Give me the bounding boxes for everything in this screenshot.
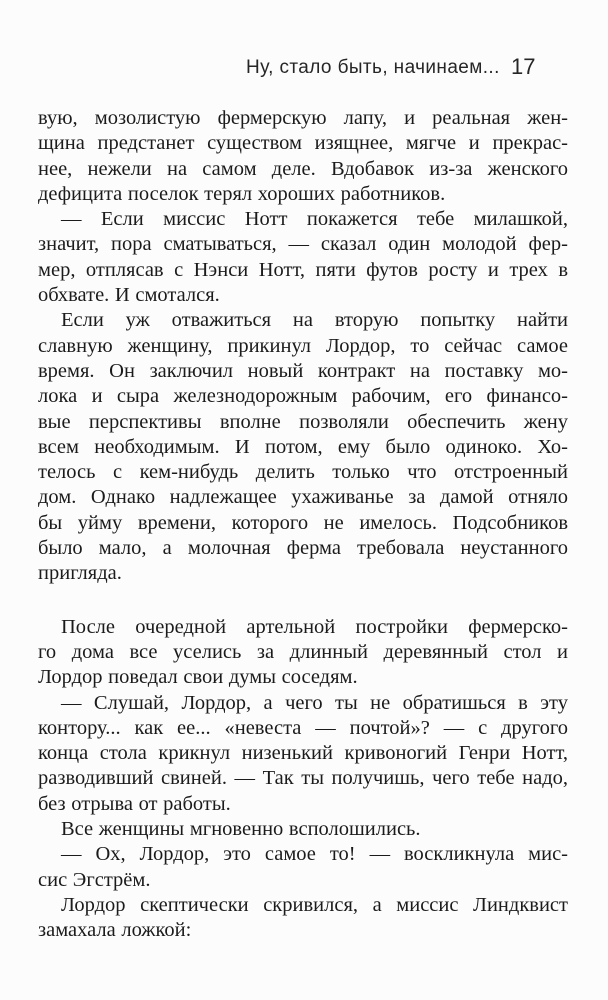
body-text: [38, 106, 568, 944]
text-line: значит, пора сматываться, — сказал один молодой фер-: [38, 233, 568, 256]
text-line: обхвате. И смотался.: [38, 284, 220, 307]
text-line: щина предстанет существом изящнее, мягче и прекрас-: [38, 132, 568, 155]
text-line: — Слушай, Лордор, а чего ты не обратишься в эту: [61, 691, 568, 714]
text-line: славную женщину, прикинул Лордор, то сейчас самое: [38, 334, 568, 357]
text-line: Лордор скептически скривился, а миссис Линдквист: [61, 893, 568, 916]
text-line: разводивший свиней. — Так ты получишь, чего тебе надо,: [38, 767, 568, 790]
text-line: — Если миссис Нотт покажется тебе милашкой,: [61, 208, 568, 231]
text-line: конца стола крикнул низенький кривоногий Генри Нотт,: [38, 742, 568, 765]
page-number: 17: [511, 54, 536, 79]
text-line: без отрыва от работы.: [38, 792, 231, 815]
text-line: лока и сыра железнодорожным рабочим, его финансо-: [38, 385, 568, 408]
text-line: сис Эгстрём.: [38, 868, 151, 891]
text-line: мер, отплясав с Нэнси Нотт, пяти футов росту и трех в: [38, 258, 568, 281]
text-line: было мало, а молочная ферма требовала неустанного: [38, 537, 568, 560]
text-line: контору... как ее... «невеста — почтой»? — с другого: [38, 716, 568, 739]
text-line: бы уйму времени, которого не имелось. Подсобников: [38, 511, 568, 534]
text-line: После очередной артельной постройки фермерско-: [61, 615, 568, 638]
text-line: время. Он заключил новый контракт на поставку мо-: [38, 359, 568, 382]
text-line: всем необходимым. И потом, ему было одиноко. Хо-: [38, 435, 568, 458]
text-line: замахала ложкой:: [38, 919, 192, 942]
text-line: го дома все уселись за длинный деревянный стол и: [38, 640, 568, 663]
page-header: [0, 0, 608, 90]
running-head: Ну, стало быть, начинаем...: [246, 57, 500, 78]
text-line: вую, мозолистую фермерскую лапу, и реальная жен-: [38, 107, 568, 129]
text-line: дефицита поселок терял хороших работников.: [38, 182, 446, 205]
text-line: дом. Однако надлежащее ухаживанье за дамой отняло: [38, 486, 568, 509]
text-line: — Ох, Лордор, это самое то! — воскликнула мис-: [61, 843, 568, 866]
text-line: Все женщины мгновенно всполошились.: [61, 818, 421, 841]
text-line: вые перспективы вполне позволяли обеспечить жену: [38, 410, 568, 433]
text-line: Если уж отважиться на вторую попытку найти: [61, 309, 568, 332]
text-line: телось с кем-нибудь делить только что отстроенный: [38, 461, 568, 484]
text-line: нее, нежели на самом деле. Вдобавок из-за женского: [38, 157, 568, 180]
text-line: пригляда.: [38, 562, 122, 585]
text-line: Лордор поведал свои думы соседям.: [38, 666, 358, 689]
